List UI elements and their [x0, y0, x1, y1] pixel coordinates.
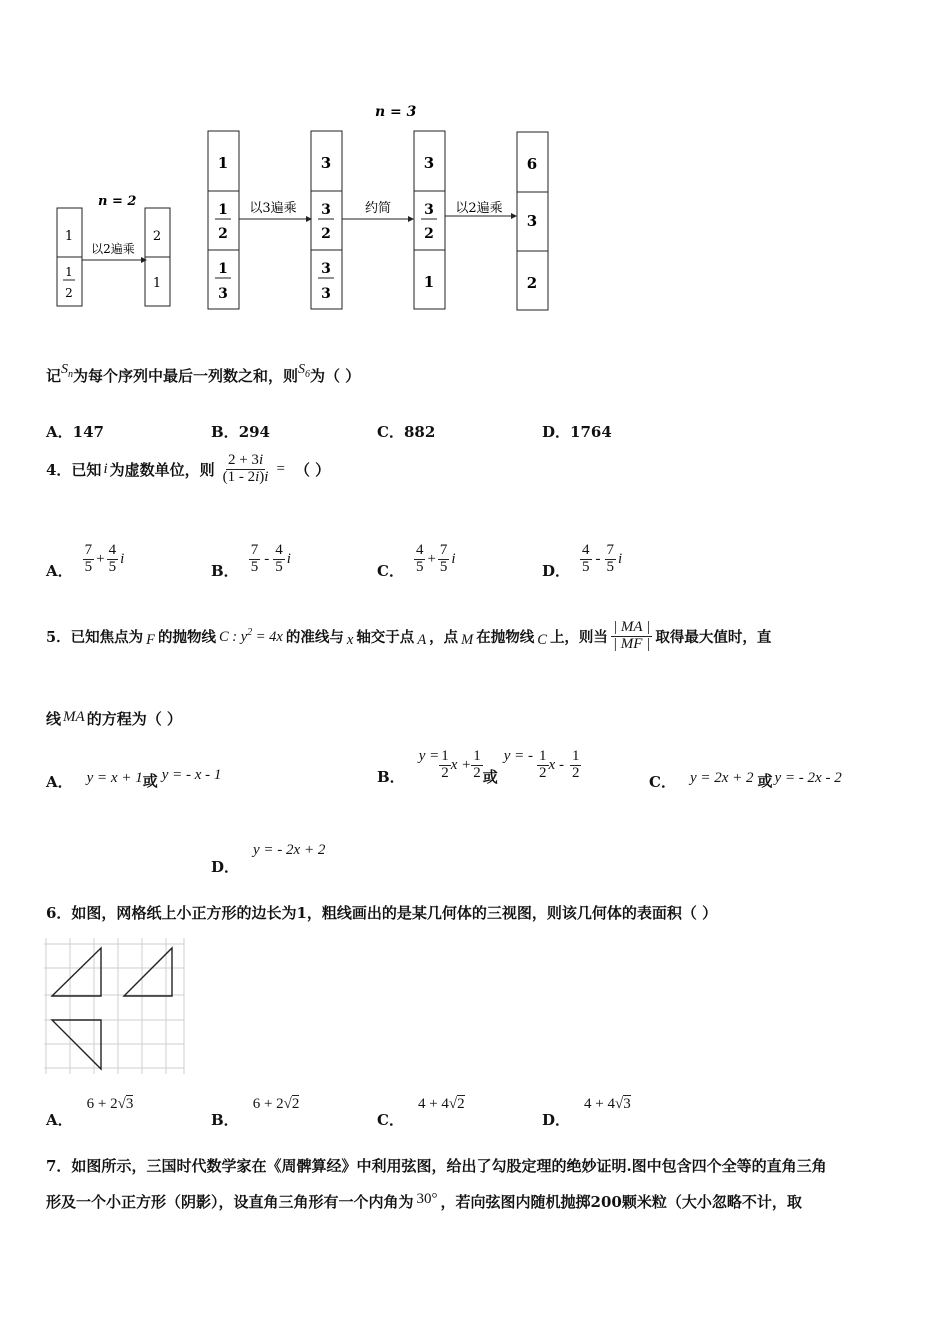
q5-stem-line2: 线 MA 的方程为（ ）: [46, 709, 182, 728]
grid-lines: [44, 938, 184, 1074]
svg-text:3: 3: [321, 261, 331, 277]
q4-option-b[interactable]: B． $\frac{7}{5}$ - $\frac{4}{5}$ i: [211, 542, 291, 580]
q3-option-d[interactable]: D．1764: [542, 423, 612, 441]
q6-option-d[interactable]: D． 4 + 4√3: [542, 1096, 631, 1129]
n2-left-cell-1: 1: [64, 229, 74, 244]
q5-option-b[interactable]: B． y = $\frac{1}{2}$ x + $\frac{1}{2}$ 或 y = - $\frac{1}{2}$ x - $\frac{1}{2}$: [377, 748, 580, 786]
svg-text:1: 1: [218, 261, 228, 277]
n2-right-cell-1: 2: [152, 229, 162, 244]
n3-label: n = 3: [375, 104, 417, 120]
svg-text:3: 3: [424, 202, 434, 218]
q4-option-d[interactable]: D． $\frac{4}{5}$ - $\frac{7}{5}$ i: [542, 542, 623, 580]
n2-arrow-label: 以2遍乘: [91, 242, 135, 256]
q6-option-b[interactable]: B． 6 + 2√2: [211, 1096, 300, 1129]
n2-right-cell-2: 1: [152, 276, 162, 291]
svg-text:2: 2: [218, 226, 228, 242]
q7-stem-line2: 形及一个小正方形（阴影），设直角三角形有一个内角为 30° ，若向弦图内随机抛掷200颗米粒（大小忽略不计，取: [46, 1191, 802, 1211]
q3-stem: 记$S_n$为每个序列中最后一列数之和，则$S_6$为（ ）: [46, 362, 361, 385]
q6-option-a[interactable]: A． 6 + 2√3: [46, 1096, 134, 1129]
n3-col4-cell-1: 6: [526, 155, 538, 173]
n3-arrow3-label: 以2遍乘: [455, 201, 503, 216]
q6-stem: 6．如图，网格纸上小正方形的边长为1，粗线画出的是某几何体的三视图，则该几何体的表面积（ ）: [46, 904, 718, 922]
q4-option-c[interactable]: C． $\frac{4}{5}$ + $\frac{7}{5}$ i: [377, 542, 456, 580]
q5-stem: 5．已知焦点为 F 的抛物线 C : $y^2 = 4x$ 的准线与 x 轴交于点 A ，点 M 在抛物线 C 上，则当 $\frac{| MA |}{| MF |}$ 取得最大值时，直: [46, 619, 772, 652]
svg-text:3: 3: [218, 286, 228, 302]
svg-text:1: 1: [218, 202, 228, 218]
n3-col4-cell-2: 3: [526, 212, 538, 230]
n3-col1-cell-1: 1: [217, 154, 229, 172]
svg-text:2: 2: [424, 226, 434, 242]
sequence-diagram: [0, 0, 950, 330]
q4-option-a[interactable]: A． $\frac{7}{5}$ + $\frac{4}{5}$ i: [46, 542, 125, 580]
n3-col2-cell-1: 3: [320, 154, 332, 172]
n3-col3-cell-1: 3: [423, 154, 435, 172]
n3-col3-cell-3: 1: [423, 273, 435, 291]
svg-text:3: 3: [321, 286, 331, 302]
n3-arrow1-label: 以3遍乘: [249, 201, 297, 216]
svg-text:2: 2: [65, 286, 73, 300]
q4-stem: 4．已知 i 为虚数单位，则 $\frac{2 + 3i}{(1 - 2i)i}$ = （ ）: [46, 452, 331, 485]
n3-arrow2-label: 约简: [364, 201, 392, 216]
q3-option-c[interactable]: C．882: [377, 423, 436, 441]
q3-option-a[interactable]: A．147: [46, 423, 104, 441]
q5-option-d[interactable]: D． y = - 2x + 2: [211, 842, 326, 876]
n3-col4-cell-3: 2: [526, 274, 538, 292]
svg-text:3: 3: [321, 202, 331, 218]
three-view-figure: [44, 938, 186, 1076]
q5-option-a[interactable]: A． y = x + 1 或 y = - x - 1: [46, 767, 222, 791]
q5-option-c[interactable]: C． y = 2x + 2 或 y = - 2x - 2: [649, 770, 842, 791]
svg-text:2: 2: [321, 226, 331, 242]
q7-stem-line1: 7．如图所示，三国时代数学家在《周髀算经》中利用弦图，给出了勾股定理的绝妙证明.图中包含四个全等的直角三角: [46, 1157, 827, 1175]
svg-text:1: 1: [65, 265, 73, 279]
side-view-triangle: [124, 948, 172, 996]
q6-option-c[interactable]: C． 4 + 4√2: [377, 1096, 465, 1129]
q3-option-b[interactable]: B．294: [211, 423, 270, 441]
n2-label: n = 2: [98, 194, 137, 209]
